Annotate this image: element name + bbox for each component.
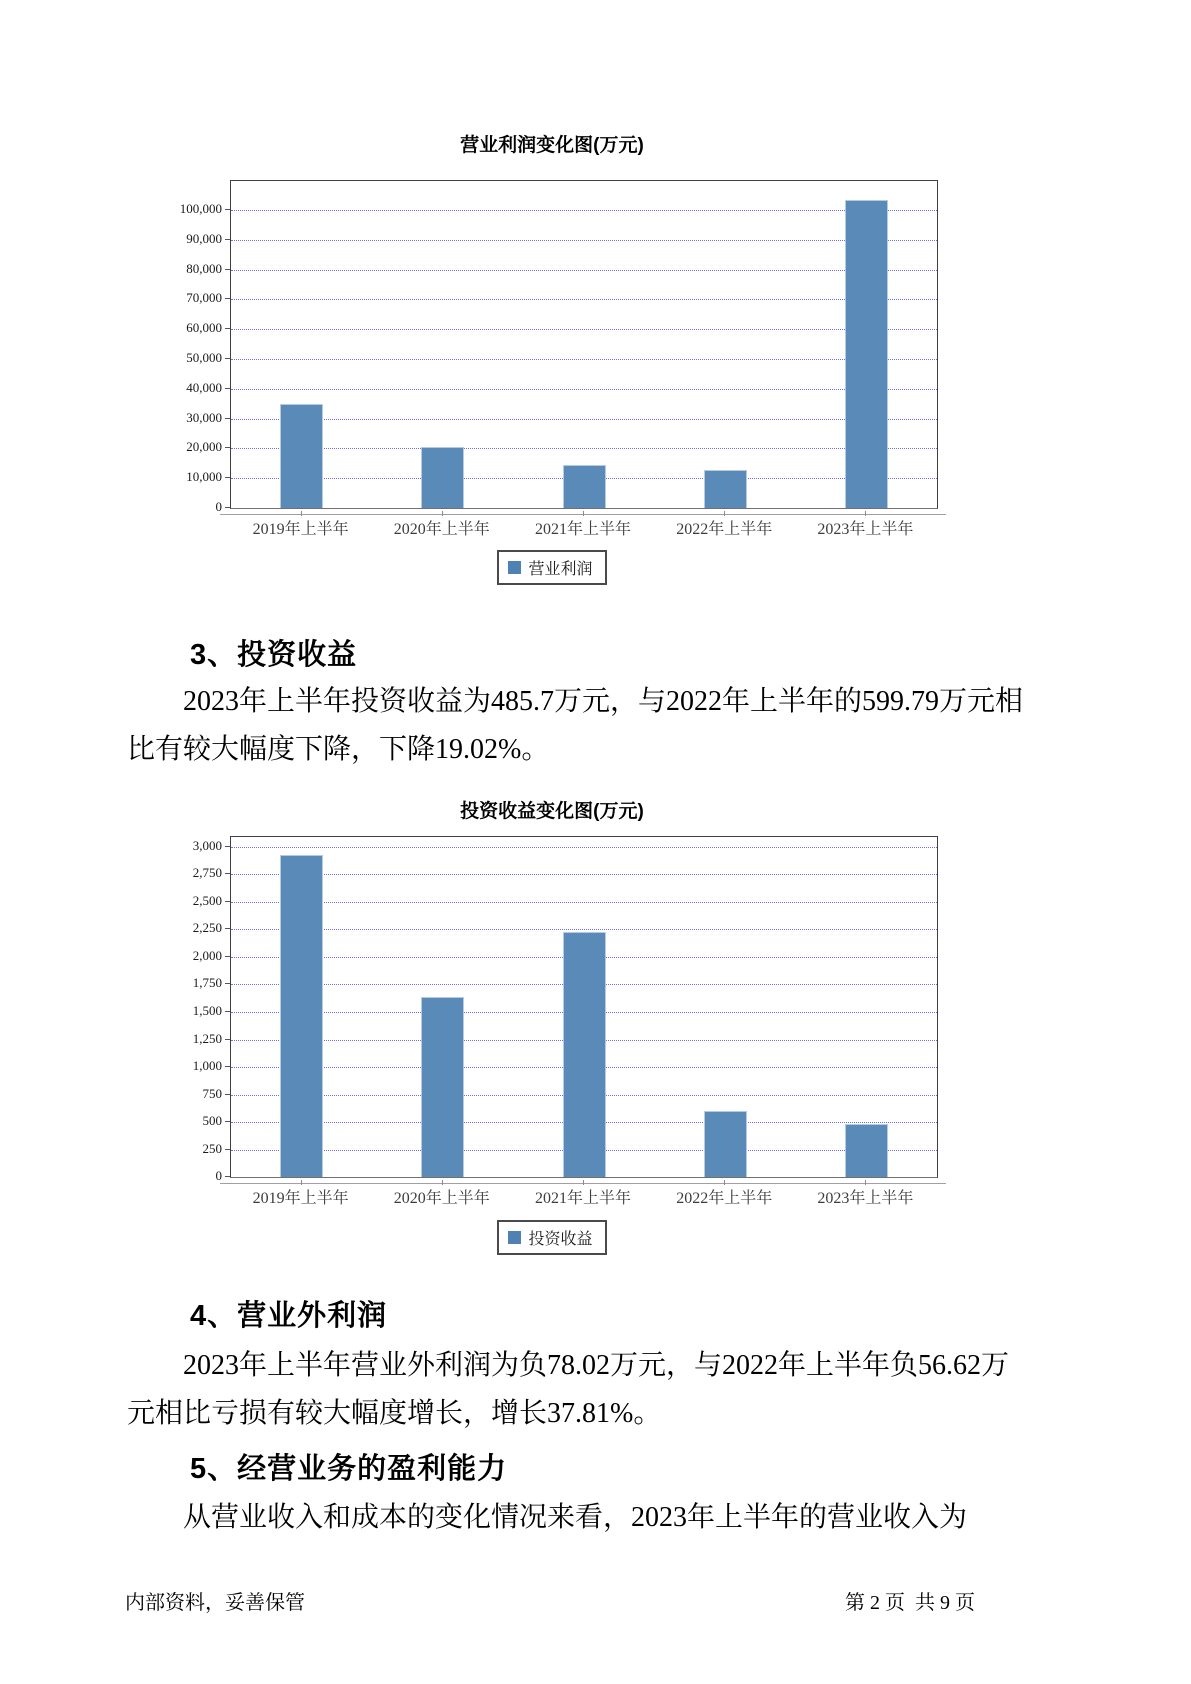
y-axis-tick-mark [225,928,230,929]
section-4-heading: 4、营业外利润 [190,1300,388,1332]
y-axis-tick-label: 1,000 [192,1058,222,1073]
bar [280,404,323,508]
y-axis-tick-mark [225,956,230,957]
y-axis-tick-mark [225,209,230,210]
y-axis-tick-label: 50,000 [186,350,222,365]
y-axis-tick-label: 2,750 [192,865,222,881]
gridline [231,389,937,390]
y-axis-tick-label: 80,000 [186,260,222,276]
gridline [231,929,937,930]
y-axis-tick-mark [225,983,230,984]
section-3-paragraph-line-2: 比有较大幅度下降，下降19.02%。 [127,734,550,765]
legend-series-label: 投资收益 [528,1231,593,1248]
section-4-paragraph-line-1: 2023年上半年营业外利润为负78.02万元，与2022年上半年负56.62万 [183,1350,1010,1381]
y-axis-tick-mark [225,1094,230,1095]
y-axis-tick-mark [225,1176,230,1177]
y-axis-tick-label: 250 [202,1140,222,1156]
gridline [231,874,937,875]
y-axis-tick-label: 0 [215,1168,222,1183]
x-axis-labels [230,1185,936,1208]
bar [563,932,606,1177]
bar [704,470,747,508]
x-axis-category-label: 2023年上半年 [817,521,914,538]
y-axis-tick-mark [225,239,230,240]
plot-area [230,836,938,1178]
y-axis-tick-label: 2,500 [192,892,222,908]
x-axis-category-label: 2023年上半年 [817,1190,914,1207]
y-axis-tick-mark [225,269,230,270]
y-axis-tick-mark [225,328,230,329]
y-axis-tick-mark [225,846,230,847]
y-axis-tick-label: 100,000 [179,200,222,216]
x-axis-category-label: 2019年上半年 [252,521,349,538]
y-axis-tick-label: 60,000 [186,320,222,336]
y-axis-tick-mark [225,1121,230,1122]
bar [563,465,606,508]
y-axis-tick-label: 20,000 [186,439,222,455]
gridline [231,270,937,271]
x-axis-category-label: 2021年上半年 [535,1190,632,1207]
y-axis-tick-mark [225,298,230,299]
y-axis-tick-label: 30,000 [186,409,222,425]
footer-page-number: 第 2 页 共 9 页 [845,1592,975,1614]
y-axis-tick-label: 1,250 [192,1030,222,1046]
legend [497,1220,606,1255]
y-axis-tick-mark [225,873,230,874]
x-axis-category-label: 2019年上半年 [252,1190,349,1207]
bar [421,447,464,508]
y-axis-tick-mark [225,1011,230,1012]
bar [845,200,888,509]
plot-area [230,180,938,509]
gridline [231,902,937,903]
y-axis-tick-label: 2,000 [192,947,222,963]
y-axis-tick-label: 750 [202,1085,222,1101]
investment-income-chart [152,788,952,1258]
y-axis-tick-label: 70,000 [186,290,222,306]
legend-swatch-icon [508,561,521,574]
y-axis-tick-label: 90,000 [186,230,222,246]
y-axis-tick-mark [225,1149,230,1150]
gridline [231,299,937,300]
operating-profit-chart [152,122,952,592]
x-axis-labels [230,516,936,539]
y-axis-tick-label: 10,000 [186,469,222,485]
section-5-paragraph-line-1: 从营业收入和成本的变化情况来看，2023年上半年的营业收入为 [183,1502,968,1533]
section-3-heading: 3、投资收益 [190,639,358,671]
y-axis-tick-mark [225,507,230,508]
gridline [231,847,937,848]
gridline [231,448,937,449]
y-axis-tick-mark [225,477,230,478]
gridline [231,359,937,360]
x-axis-category-label: 2021年上半年 [535,521,632,538]
section-3-paragraph-line-1: 2023年上半年投资收益为485.7万元，与2022年上半年的599.79万元相 [183,686,1024,717]
y-axis-tick-mark [225,358,230,359]
legend-series-label: 营业利润 [528,561,593,578]
y-axis-tick-label: 1,500 [192,1003,222,1018]
legend [497,550,606,585]
y-axis-tick-mark [225,1066,230,1067]
y-axis-tick-mark [225,1039,230,1040]
y-axis-tick-label: 1,750 [192,975,222,991]
chart-title: 营业利润变化图(万元) [460,135,644,156]
gridline [231,210,937,211]
gridline [231,419,937,420]
x-axis-category-label: 2020年上半年 [393,1190,490,1207]
y-axis-tick-mark [225,447,230,448]
gridline [231,240,937,241]
legend-row [152,1220,952,1255]
gridline [231,329,937,330]
y-axis-tick-label: 500 [202,1113,222,1128]
bar [704,1111,747,1177]
x-axis-category-label: 2020年上半年 [393,521,490,538]
bar [845,1124,888,1177]
y-axis-tick-mark [225,901,230,902]
bar [421,997,464,1178]
section-4-paragraph-line-2: 元相比亏损有较大幅度增长，增长37.81%。 [127,1398,662,1429]
y-axis-tick-label: 2,250 [192,920,222,936]
x-axis-category-label: 2022年上半年 [676,1190,773,1207]
legend-row [152,550,952,585]
bar [280,855,323,1177]
y-axis-tick-label: 3,000 [192,837,222,853]
legend-swatch-icon [508,1231,521,1244]
y-axis-tick-mark [225,418,230,419]
chart-title: 投资收益变化图(万元) [460,801,644,822]
section-5-heading: 5、经营业务的盈利能力 [190,1453,508,1485]
y-axis-tick-label: 0 [215,499,222,514]
y-axis-tick-mark [225,388,230,389]
footer-confidential-note: 内部资料，妥善保管 [125,1592,305,1614]
x-axis-category-label: 2022年上半年 [676,521,773,538]
y-axis-tick-label: 40,000 [186,379,222,395]
